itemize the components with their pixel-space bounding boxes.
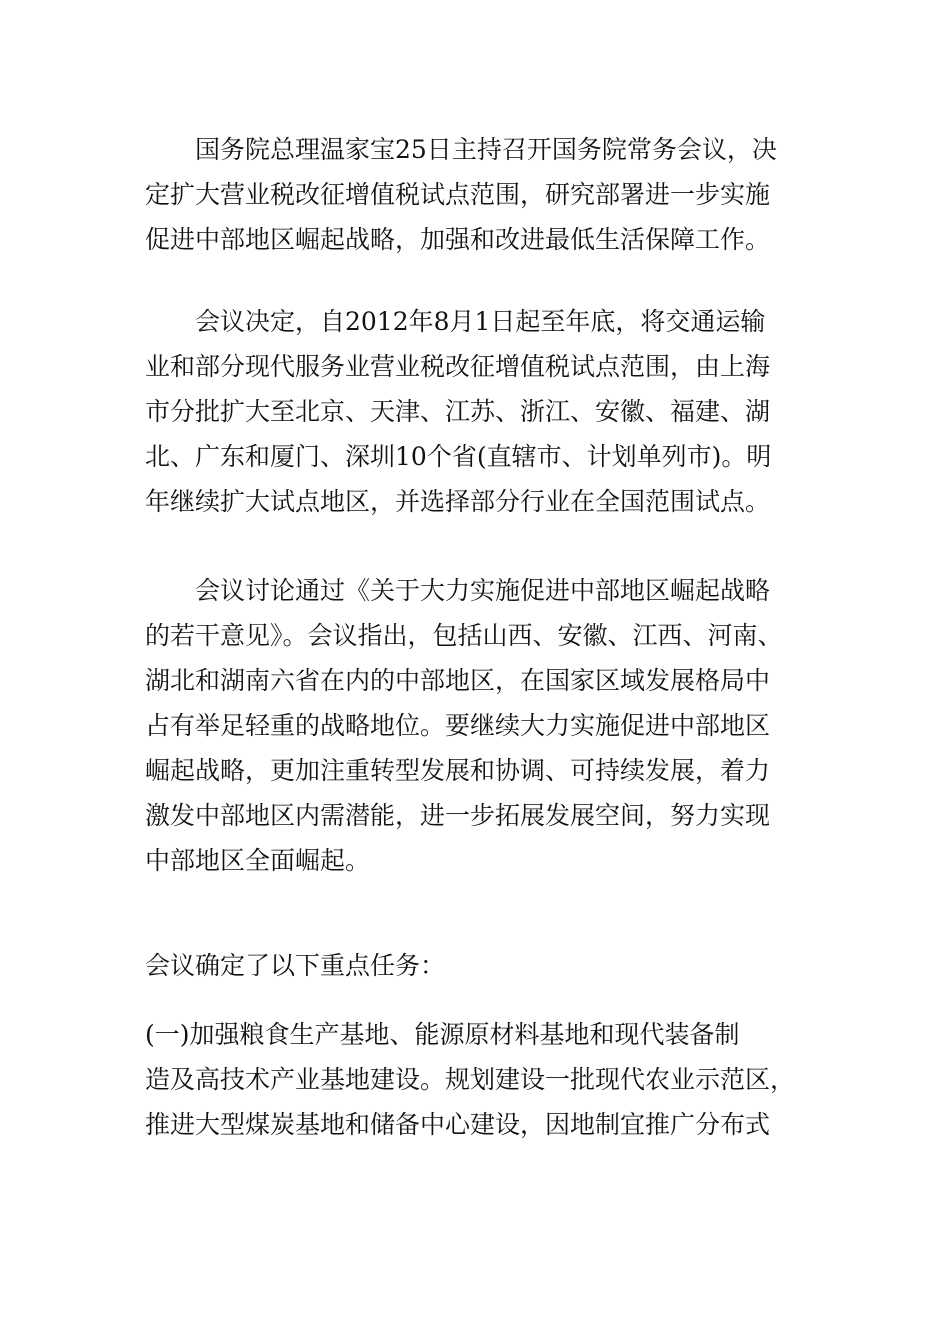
text-line: 市分批扩大至北京、天津、江苏、浙江、安徽、福建、湖 bbox=[145, 397, 771, 426]
text-line: 激发中部地区内需潜能，进一步拓展发展空间，努力实现 bbox=[145, 801, 771, 830]
paragraph-4 bbox=[145, 943, 805, 988]
text-line: 业和部分现代服务业营业税改征增值税试点范围，由上海 bbox=[145, 352, 771, 381]
text-line: 占有举足轻重的战略地位。要继续大力实施促进中部地区 bbox=[145, 711, 771, 740]
paragraph-1 bbox=[145, 127, 805, 262]
text-line: 北、广东和厦门、深圳10个省(直辖市、计划单列市)。明 bbox=[145, 442, 772, 471]
text-line: 国务院总理温家宝25日主持召开国务院常务会议，决 bbox=[145, 135, 777, 164]
text-line: 湖北和湖南六省在内的中部地区，在国家区域发展格局中 bbox=[145, 666, 771, 695]
text-line: 定扩大营业税改征增值税试点范围，研究部署进一步实施 bbox=[145, 180, 771, 209]
paragraph-3 bbox=[145, 568, 805, 883]
text-line: 推进大型煤炭基地和储备中心建设，因地制宜推广分布式 bbox=[145, 1110, 771, 1139]
text-line: 崛起战略，更加注重转型发展和协调、可持续发展，着力 bbox=[145, 756, 771, 785]
text-line: 的若干意见》。会议指出，包括山西、安徽、江西、河南、 bbox=[145, 621, 783, 650]
text-line: 年继续扩大试点地区，并选择部分行业在全国范围试点。 bbox=[145, 487, 771, 516]
text-line: 会议讨论通过《关于大力实施促进中部地区崛起战略 bbox=[145, 576, 771, 605]
text-line: 会议决定，自2012年8月1日起至年底，将交通运输 bbox=[145, 307, 766, 336]
paragraph-5 bbox=[145, 1012, 805, 1147]
text-line: (一)加强粮食生产基地、能源原材料基地和现代装备制 bbox=[145, 1020, 740, 1049]
text-line: 会议确定了以下重点任务： bbox=[145, 951, 446, 980]
text-line: 中部地区全面崛起。 bbox=[145, 846, 371, 875]
text-line: 促进中部地区崛起战略，加强和改进最低生活保障工作。 bbox=[145, 225, 771, 254]
paragraph-2 bbox=[145, 299, 805, 524]
text-line: 造及高技术产业基地建设。规划建设一批现代农业示范区， bbox=[145, 1065, 796, 1094]
